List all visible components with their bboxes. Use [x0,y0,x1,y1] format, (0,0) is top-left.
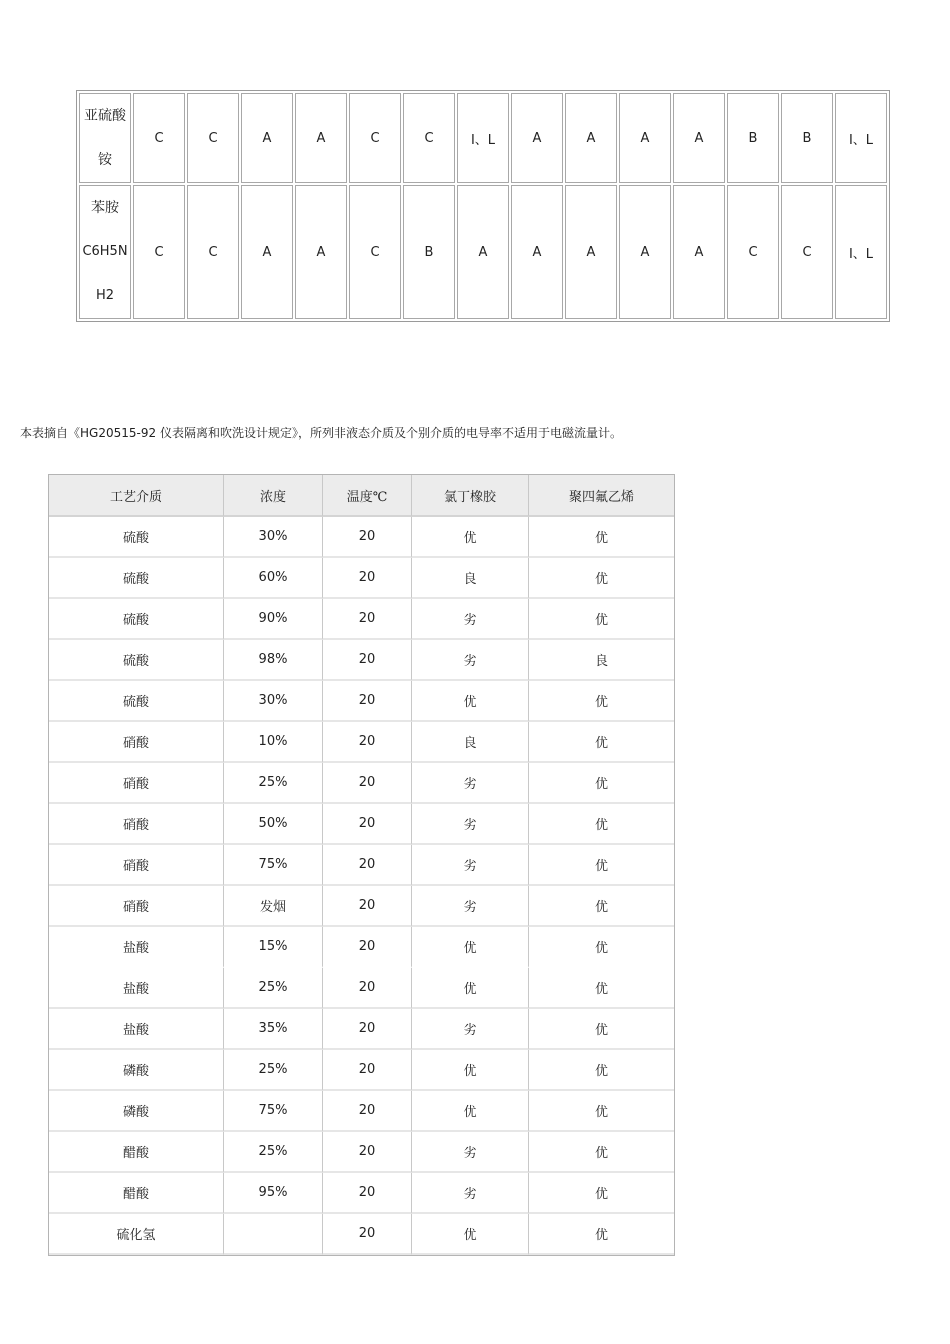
concentration-cell: 15% [224,927,323,968]
medium-formula-line: H2 [95,288,115,303]
grade-cell: C [781,185,833,319]
neoprene-rating-cell: 优 [412,681,529,722]
grade-cell: I、L [835,185,887,319]
note-prefix: 本表摘自《 [20,426,81,440]
grade-cell: C [187,185,239,319]
neoprene-rating-cell: 劣 [412,804,529,845]
ptfe-rating-cell: 优 [529,1214,674,1255]
concentration-cell: 25% [224,1050,323,1091]
medium-cell: 硫酸 [49,558,224,599]
table-row [49,804,674,845]
grade-cell: A [619,93,671,183]
medium-formula-line: C6H5N [82,244,128,259]
neoprene-rating-cell: 良 [412,558,529,599]
medium-name-line: 苯胺 [91,200,119,216]
table-row [49,968,674,1009]
table-row [79,93,887,183]
header-row [49,475,674,517]
concentration-cell: 30% [224,517,323,558]
temperature-cell: 20 [323,599,412,640]
source-note [20,424,622,441]
table-row [49,1091,674,1132]
table-row [79,185,887,319]
temperature-cell: 20 [323,968,412,1009]
ptfe-rating-cell: 优 [529,1132,674,1173]
ptfe-rating-cell: 优 [529,845,674,886]
medium-cell: 醋酸 [49,1173,224,1214]
grade-cell: I、L [457,93,509,183]
temperature-cell: 20 [323,681,412,722]
concentration-cell: 95% [224,1173,323,1214]
grade-cell: A [565,93,617,183]
medium-cell: 盐酸 [49,927,224,968]
medium-name-line: 亚硫酸 [84,108,126,124]
concentration-cell: 发烟 [224,886,323,927]
ptfe-rating-cell: 优 [529,1050,674,1091]
neoprene-rating-cell: 优 [412,517,529,558]
table-row [49,599,674,640]
grade-cell: B [727,93,779,183]
neoprene-rating-cell: 劣 [412,1173,529,1214]
medium-name-line: 铵 [98,152,112,168]
note-standard-code: HG20515-92 [80,426,157,440]
temperature-cell: 20 [323,886,412,927]
ptfe-rating-cell: 优 [529,681,674,722]
concentration-cell [224,1214,323,1255]
grade-cell: A [619,185,671,319]
ptfe-rating-cell: 优 [529,804,674,845]
grade-cell: A [295,93,347,183]
temperature-cell: 20 [323,722,412,763]
ptfe-rating-cell: 优 [529,1009,674,1050]
medium-cell: 盐酸 [49,968,224,1009]
ptfe-rating-cell: 优 [529,1173,674,1214]
neoprene-rating-cell: 良 [412,722,529,763]
table-row [49,722,674,763]
medium-cell: 硫酸 [49,681,224,722]
table-row [49,640,674,681]
table-row [49,1050,674,1091]
note-suffix: 仪表隔离和吹洗设计规定》，所列非液态介质及个别介质的电导率不适用于电磁流量计。 [156,426,622,440]
neoprene-rating-cell: 优 [412,1050,529,1091]
grade-cell: C [133,185,185,319]
table-row [49,845,674,886]
grade-cell: A [457,185,509,319]
temperature-cell: 20 [323,1214,412,1255]
table-row [49,681,674,722]
column-header-neoprene: 氯丁橡胶 [412,475,529,517]
chemical-compatibility-table [76,90,890,322]
ptfe-rating-cell: 优 [529,599,674,640]
concentration-cell: 90% [224,599,323,640]
neoprene-rating-cell: 劣 [412,886,529,927]
column-header-ptfe: 聚四氟乙烯 [529,475,674,517]
grade-cell: C [133,93,185,183]
temperature-cell: 20 [323,804,412,845]
table-row [49,517,674,558]
concentration-cell: 25% [224,968,323,1009]
ptfe-rating-cell: 优 [529,886,674,927]
neoprene-rating-cell: 劣 [412,763,529,804]
lining-material-table [48,474,675,1256]
temperature-cell: 20 [323,517,412,558]
medium-name-cell [79,93,131,183]
ptfe-rating-cell: 优 [529,968,674,1009]
medium-cell: 硫酸 [49,517,224,558]
temperature-cell: 20 [323,1009,412,1050]
medium-cell: 硝酸 [49,845,224,886]
medium-cell: 盐酸 [49,1009,224,1050]
ptfe-rating-cell: 优 [529,558,674,599]
table-row [49,1009,674,1050]
grade-cell: A [673,93,725,183]
ptfe-rating-cell: 良 [529,640,674,681]
grade-cell: I、L [835,93,887,183]
temperature-cell: 20 [323,1132,412,1173]
table-row [49,1173,674,1214]
medium-cell: 硝酸 [49,804,224,845]
temperature-cell: 20 [323,558,412,599]
neoprene-rating-cell: 劣 [412,640,529,681]
concentration-cell: 25% [224,763,323,804]
grade-cell: A [511,93,563,183]
grade-cell: B [403,185,455,319]
neoprene-rating-cell: 优 [412,968,529,1009]
medium-cell: 硝酸 [49,763,224,804]
grade-cell: A [565,185,617,319]
grade-cell: C [403,93,455,183]
concentration-cell: 10% [224,722,323,763]
medium-name-cell [79,185,131,319]
temperature-cell: 20 [323,1050,412,1091]
grade-cell: A [241,185,293,319]
neoprene-rating-cell: 优 [412,1091,529,1132]
medium-cell: 磷酸 [49,1050,224,1091]
grade-cell: C [727,185,779,319]
ptfe-rating-cell: 优 [529,1091,674,1132]
concentration-cell: 50% [224,804,323,845]
table-row [49,927,674,968]
column-header-temperature: 温度℃ [323,475,412,517]
ptfe-rating-cell: 优 [529,763,674,804]
medium-cell: 醋酸 [49,1132,224,1173]
temperature-cell: 20 [323,763,412,804]
neoprene-rating-cell: 劣 [412,1009,529,1050]
grade-cell: A [673,185,725,319]
grade-cell: C [349,93,401,183]
medium-cell: 硝酸 [49,886,224,927]
temperature-cell: 20 [323,640,412,681]
medium-cell: 硫酸 [49,599,224,640]
neoprene-rating-cell: 劣 [412,599,529,640]
table-row [49,558,674,599]
concentration-cell: 75% [224,1091,323,1132]
temperature-cell: 20 [323,927,412,968]
medium-cell: 磷酸 [49,1091,224,1132]
table-row [49,886,674,927]
temperature-cell: 20 [323,1091,412,1132]
table-row [49,1214,674,1255]
concentration-cell: 25% [224,1132,323,1173]
column-header-concentration: 浓度 [224,475,323,517]
ptfe-rating-cell: 优 [529,722,674,763]
medium-cell: 硫化氢 [49,1214,224,1255]
medium-cell: 硫酸 [49,640,224,681]
neoprene-rating-cell: 优 [412,927,529,968]
medium-cell: 硝酸 [49,722,224,763]
table-row [49,763,674,804]
concentration-cell: 98% [224,640,323,681]
grade-cell: C [187,93,239,183]
concentration-cell: 60% [224,558,323,599]
table-row [49,1132,674,1173]
neoprene-rating-cell: 劣 [412,1132,529,1173]
grade-cell: B [781,93,833,183]
concentration-cell: 35% [224,1009,323,1050]
ptfe-rating-cell: 优 [529,517,674,558]
concentration-cell: 30% [224,681,323,722]
neoprene-rating-cell: 劣 [412,845,529,886]
grade-cell: C [349,185,401,319]
grade-cell: A [511,185,563,319]
temperature-cell: 20 [323,845,412,886]
temperature-cell: 20 [323,1173,412,1214]
concentration-cell: 75% [224,845,323,886]
column-header-medium: 工艺介质 [49,475,224,517]
grade-cell: A [241,93,293,183]
ptfe-rating-cell: 优 [529,927,674,968]
grade-cell: A [295,185,347,319]
neoprene-rating-cell: 优 [412,1214,529,1255]
